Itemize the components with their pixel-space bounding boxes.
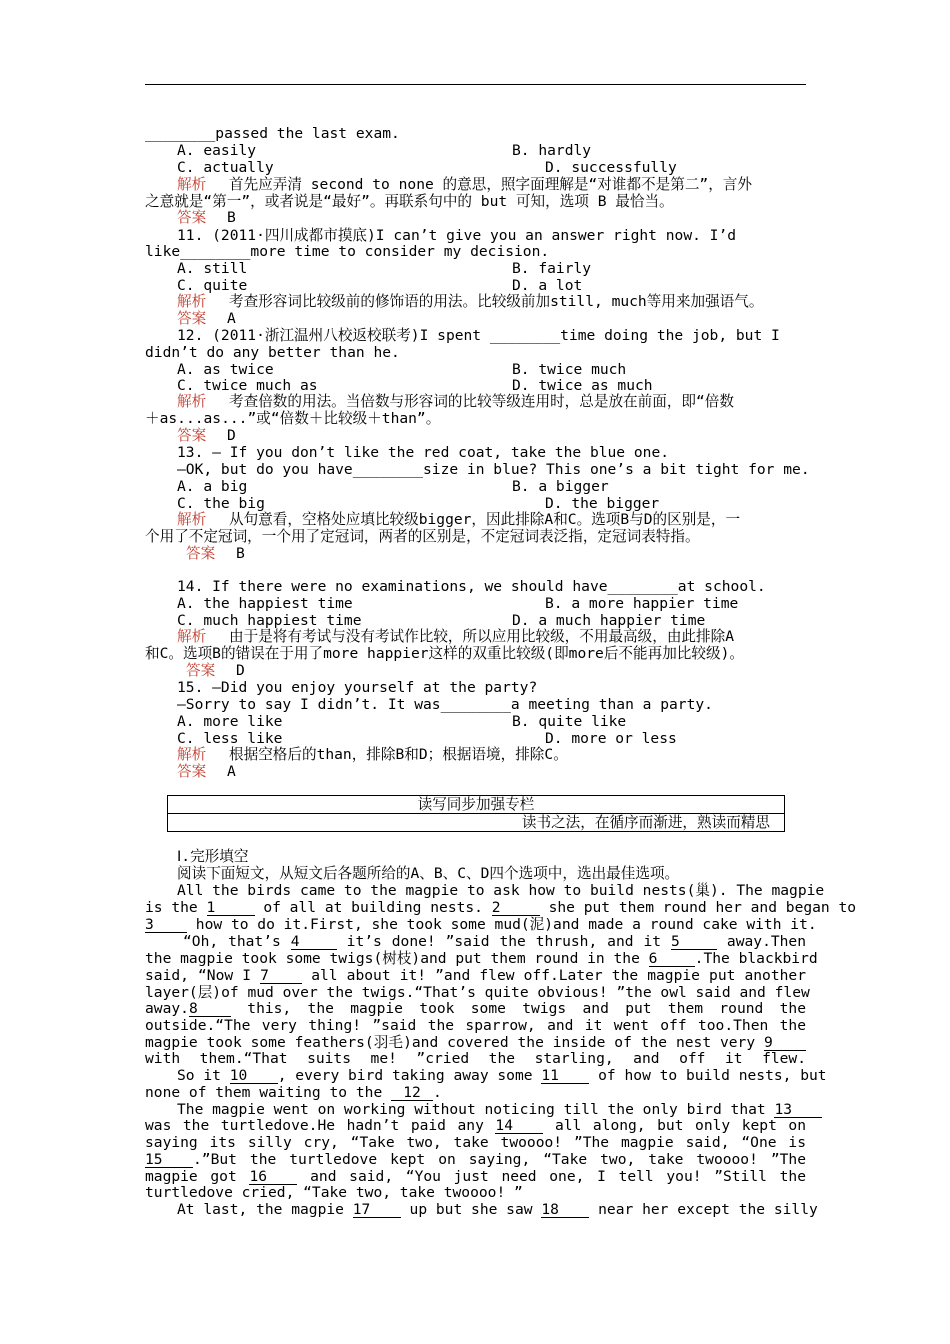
cloze-line: layer(层)of mud over the twigs.“That’s quite obvious! ”the owl said and flew [145, 984, 810, 1001]
q12-answer-label: 答案 [177, 427, 207, 444]
q15-answer-label: 答案 [177, 763, 207, 780]
q12-analysis-label: 解析 [177, 393, 207, 410]
q14-analysis-label: 解析 [177, 628, 207, 645]
blank-10[interactable]: 10 [230, 1068, 278, 1084]
q13-option-d: D. the bigger [545, 495, 660, 512]
blank-4[interactable]: 4 [291, 934, 337, 950]
q15-answer: A [227, 763, 236, 780]
cloze-line: outside.“The very thing! ”said the sparrow, and it went off too.Then the [145, 1017, 806, 1034]
q13-answer: B [236, 545, 245, 562]
q12-option-c: C. twice much as [177, 377, 318, 394]
q10-analysis-label: 解析 [177, 176, 207, 193]
q10-option-d: D. successfully [545, 159, 677, 176]
cloze-instruction: 阅读下面短文，从短文后各题所给的A、B、C、D四个选项中，选出最佳选项。 [177, 865, 680, 882]
q11-line-2: like________more time to consider my decision. [145, 243, 550, 260]
q11-option-b: B. fairly [512, 260, 592, 277]
blank-14[interactable]: 14 [495, 1118, 543, 1134]
q14-analysis-2: 和C。选项B的错误在于用了more happier这样的双重比较级(即more后不能再加比较级)。 [145, 645, 744, 662]
q10-analysis-1: 首先应弄清 second to none 的意思，照字面理解是“对谁都不是第二”，言外 [229, 176, 752, 193]
cloze-line: magpie took some feathers(羽毛)and covered the inside of the nest very 9 [145, 1034, 806, 1051]
q10-answer-label: 答案 [177, 209, 207, 226]
cloze-line: turtledove cried, “Take two, take twoooo! ” [145, 1184, 523, 1201]
q11-answer-label: 答案 [177, 310, 207, 327]
q11-option-d: D. a lot [512, 277, 583, 294]
cloze-line: is the 1 of all at building nests. 2 she put them round her and began to [145, 899, 857, 916]
q12-analysis-1: 考查倍数的用法。当倍数与形容词的比较等级连用时，总是放在前面，即“倍数 [229, 393, 734, 410]
q12-answer: D [227, 427, 236, 444]
q12-line-1: 12. (2011·浙江温州八校返校联考)I spent ________time doing the job, but I [177, 327, 780, 344]
q13-option-b: B. a bigger [512, 478, 609, 495]
cloze-line: 3 how to do it.First, she took some mud(泥)and made a round cake with it. [145, 916, 817, 933]
q15-option-d: D. more or less [545, 730, 677, 747]
q15-analysis-label: 解析 [177, 746, 207, 763]
q13-option-a: A. a big [177, 478, 248, 495]
q13-option-c: C. the big [177, 495, 265, 512]
q14-option-b: B. a more happier time [545, 595, 739, 612]
q13-line-1: 13. — If you don’t like the red coat, take the blue one. [177, 444, 670, 461]
q12-analysis-2: ＋as...as...”或“倍数＋比较级＋than”。 [145, 410, 441, 427]
cloze-line: So it 10 , every bird taking away some 11 of how to build nests, but [177, 1067, 827, 1084]
cloze-line: magpie got 16 and said, “You just need one, I tell you! ”Still the [145, 1168, 806, 1185]
blank-12[interactable]: 12 [391, 1085, 433, 1101]
q11-option-a: A. still [177, 260, 248, 277]
cloze-line: was the turtledove.He hadn’t paid any 14 all along, but only kept on [145, 1117, 806, 1134]
blank-8[interactable]: 8 [189, 1001, 231, 1017]
q14-analysis-1: 由于是将有考试与没有考试作比较，所以应用比较级，不用最高级，由此排除A [229, 628, 734, 645]
blank-15[interactable]: 15 [145, 1152, 193, 1168]
q12-line-2: didn’t do any better than he. [145, 344, 400, 361]
q14-option-d: D. a much happier time [512, 612, 706, 629]
q14-option-c: C. much happiest time [177, 612, 362, 629]
q11-line-1: 11. (2011·四川成都市摸底)I can’t give you an answer right now. I’d [177, 227, 737, 244]
q11-option-c: C. quite [177, 277, 248, 294]
q14-line-1: 14. If there were no examinations, we should have________at school. [177, 578, 766, 595]
q12-option-a: A. as twice [177, 361, 274, 378]
q10-stem: ________passed the last exam. [145, 125, 400, 142]
q13-analysis-2: 个用了不定冠词，一个用了定冠词，两者的区别是，不定冠词表泛指，定冠词表特指。 [145, 528, 700, 545]
q10-option-c: C. actually [177, 159, 274, 176]
q14-option-a: A. the happiest time [177, 595, 353, 612]
cloze-line: said, “Now I 7 all about it! ”and flew off.Later the magpie put another [145, 967, 806, 984]
section-banner [167, 795, 785, 832]
blank-6[interactable]: 6 [649, 951, 695, 967]
q13-answer-label: 答案 [186, 545, 216, 562]
q10-answer: B [227, 209, 236, 226]
q11-analysis-1: 考查形容词比较级前的修饰语的用法。比较级前加still, much等用来加强语气。 [229, 293, 764, 310]
blank-9[interactable]: 9 [764, 1035, 806, 1051]
q10-analysis-2: 之意就是“第一”，或者说是“最好”。再联系句中的 but 可知，选项 B 最恰当。 [145, 193, 674, 210]
q15-option-b: B. quite like [512, 713, 627, 730]
blank-1[interactable]: 1 [207, 900, 255, 916]
cloze-line: none of them waiting to the 12 . [145, 1084, 442, 1101]
q15-line-2: —Sorry to say I didn’t. It was________a meeting than a party. [177, 696, 713, 713]
blank-5[interactable]: 5 [671, 934, 717, 950]
q13-analysis-1: 从句意看，空格处应填比较级bigger，因此排除A和C。选项B与D的区别是，一 [229, 511, 741, 528]
cloze-line: The magpie went on working without noticing till the only bird that 13 [177, 1101, 806, 1118]
blank-11[interactable]: 11 [541, 1068, 589, 1084]
blank-7[interactable]: 7 [260, 968, 302, 984]
q11-answer: A [227, 310, 236, 327]
section-motto: 读书之法，在循序而渐进，熟读而精思 [168, 813, 784, 831]
blank-3[interactable]: 3 [145, 917, 187, 933]
section-title: 读写同步加强专栏 [417, 796, 535, 813]
blank-16[interactable]: 16 [249, 1169, 297, 1185]
q12-option-d: D. twice as much [512, 377, 653, 394]
cloze-line: “Oh, that’s 4 it’s done! ”said the thrush, and it 5 away.Then [183, 933, 806, 950]
q13-line-2: —OK, but do you have________size in blue? This one’s a bit tight for me. [177, 461, 810, 478]
q12-option-b: B. twice much [512, 361, 627, 378]
q13-analysis-label: 解析 [177, 511, 207, 528]
cloze-line: away.8 this, the magpie took some twigs and put them round the [145, 1000, 806, 1017]
q10-option-a: A. easily [177, 142, 257, 159]
blank-18[interactable]: 18 [541, 1202, 589, 1218]
cloze-line: 15 .”But the turtledove kept on saying, “Take two, take twoooo! ”The [145, 1151, 806, 1168]
q15-option-c: C. less like [177, 730, 283, 747]
q10-option-b: B. hardly [512, 142, 592, 159]
cloze-line: with them.“That suits me! ”cried the starling, and off it flew. [145, 1050, 806, 1067]
q15-line-1: 15. —Did you enjoy yourself at the party? [177, 679, 538, 696]
q11-analysis-label: 解析 [177, 293, 207, 310]
blank-2[interactable]: 2 [492, 900, 540, 916]
q14-answer-label: 答案 [186, 662, 216, 679]
q14-answer: D [236, 662, 245, 679]
q15-analysis-1: 根据空格后的than，排除B和D；根据语境，排除C。 [229, 746, 568, 763]
cloze-line: At last, the magpie 17 up but she saw 18 near her except the silly [177, 1201, 818, 1218]
header-rule [145, 84, 806, 85]
blank-17[interactable]: 17 [353, 1202, 401, 1218]
cloze-heading: Ⅰ.完形填空 [177, 848, 249, 865]
q15-option-a: A. more like [177, 713, 283, 730]
cloze-line: All the birds came to the magpie to ask how to build nests(巢). The magpie [177, 882, 825, 899]
cloze-line: the magpie took some twigs(树枝)and put them round in the 6 .The blackbird [145, 950, 818, 967]
blank-13[interactable]: 13 [774, 1102, 822, 1118]
cloze-line: saying its silly cry, “Take two, take twoooo! ”The magpie said, “One is [145, 1134, 806, 1151]
